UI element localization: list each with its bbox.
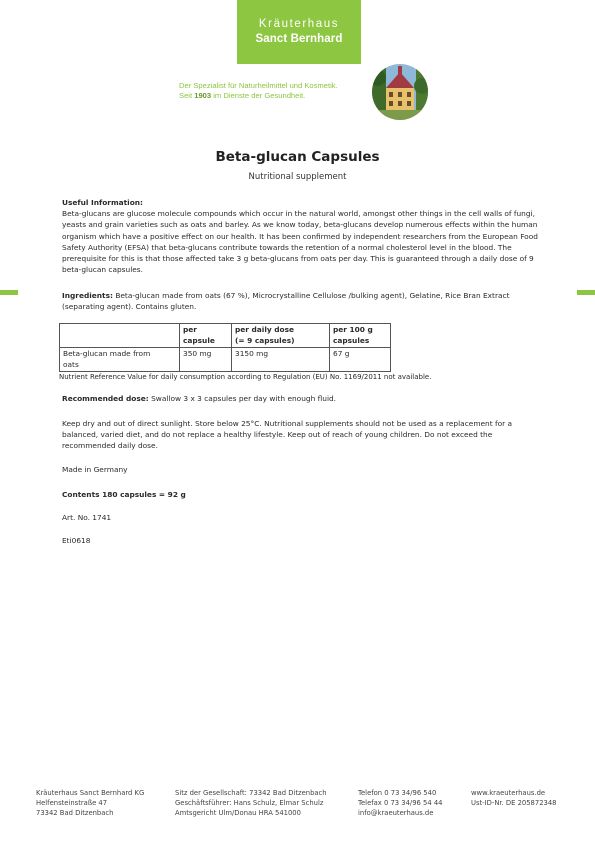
- footer-company: [36, 788, 144, 819]
- footer-registration: [175, 788, 327, 819]
- tagline-rest: im Dienste der Gesundheit.: [213, 91, 306, 100]
- footer-line: Amtsgericht Ulm/Donau HRA 541000: [175, 809, 301, 818]
- footer-line: Helfensteinstraße 47: [36, 799, 108, 808]
- header-per-daily-dose: per daily dose: [235, 325, 295, 334]
- nutrition-table: [59, 323, 391, 372]
- useful-information-section: [62, 197, 547, 275]
- storage-section: [62, 418, 547, 452]
- useful-line: yeasts and grain varieties such as oats and barley. As we know today, beta-glucans develop numerous effects within the human: [62, 220, 538, 230]
- brand-logo: [237, 0, 361, 64]
- header-nine-capsules: (= 9 capsules): [235, 335, 295, 345]
- dose-text: Swallow 3 x 3 capsules per day with enough fluid.: [151, 394, 337, 403]
- table-header-cell: [180, 324, 232, 348]
- label-code: Eti0618: [62, 536, 91, 545]
- dose-label: Recommended dose:: [62, 394, 149, 403]
- document-title: Beta-glucan Capsules: [215, 149, 380, 165]
- house-photo: [372, 64, 428, 120]
- table-header-row: [60, 324, 391, 348]
- brand-name-line1: Kräuterhaus: [258, 18, 340, 30]
- ingredients-text: Beta-glucan made from oats (67 %), Microcrystalline Cellulose /bulking agent), Gelatine, Rice Bran Extract: [115, 291, 510, 300]
- storage-line: balanced, varied diet, and do not replace a healthy lifestyle. Keep out of reach of young children. Do not exceed the: [62, 430, 493, 440]
- tagline-since: Seit: [179, 91, 193, 100]
- ingredients-line2: (separating agent). Contains gluten.: [62, 302, 197, 312]
- table-cell-per-capsule: 350 mg: [180, 348, 232, 372]
- useful-line: organism which have a positive effect on our health. It has been confirmed by independent researchers from the European Food: [62, 231, 538, 241]
- footer-fax: Telefax 0 73 34/96 54 44: [358, 799, 443, 808]
- footer-line: Geschäftsführer: Hans Schulz, Elmar Schulz: [175, 799, 324, 808]
- storage-line: Keep dry and out of direct sunlight. Store below 25°C. Nutritional supplements should not be used as a replacement for a: [62, 419, 513, 428]
- footer-contact: [358, 788, 443, 819]
- footer-web: [471, 788, 557, 808]
- useful-line: Safety Authority (EFSA) that beta-glucans contribute towards the retention of a normal cholesterol level in the blood. The: [62, 242, 512, 252]
- tagline-year: 1903: [194, 91, 212, 100]
- brand-name-line2: Sanct Bernhard: [255, 33, 343, 45]
- table-cell-per-daily-dose: 3150 mg: [232, 348, 330, 372]
- row-name-line1: Beta-glucan made from: [63, 349, 151, 358]
- footer-line: 73342 Bad Ditzenbach: [36, 809, 114, 818]
- ingredients-line1: [62, 290, 547, 301]
- useful-line: Beta-glucans are glucose molecule compounds which occur in the natural world, amongst other things in the cell walls of fungi,: [62, 209, 535, 219]
- contents: Contents 180 capsules = 92 g: [62, 490, 186, 499]
- footer-line: Kräuterhaus Sanct Bernhard KG: [36, 789, 145, 797]
- header-capsule: capsule: [183, 335, 215, 345]
- ingredients-section: [62, 290, 547, 312]
- footer-vat-id: Ust-ID-Nr. DE 205872348: [471, 799, 557, 808]
- table-header-cell: [330, 324, 391, 348]
- dose-section: [62, 393, 547, 404]
- table-cell-name: [60, 348, 180, 372]
- document-subtitle: Nutritional supplement: [248, 172, 347, 182]
- tagline-line2: [179, 91, 338, 101]
- footer-email: info@kraeuterhaus.de: [358, 809, 434, 818]
- fold-mark-right: [577, 290, 595, 295]
- useful-line: beta-glucan capsules.: [62, 265, 144, 275]
- tagline-line1: Der Spezialist für Naturheilmittel und Kosmetik.: [179, 81, 338, 90]
- useful-line: prerequisite for this is that those affected take 3 g beta-glucans from oats per day. This is guaranteed through a daily dose of 9: [62, 254, 534, 264]
- ingredients-label: Ingredients:: [62, 291, 113, 300]
- footer-phone: Telefon 0 73 34/96 540: [358, 789, 437, 797]
- fold-mark-left: [0, 290, 18, 295]
- footer-website: www.kraeuterhaus.de: [471, 789, 546, 797]
- row-name-line2: oats: [63, 359, 79, 369]
- table-row: [60, 348, 391, 372]
- footer-line: Sitz der Gesellschaft: 73342 Bad Ditzenbach: [175, 789, 327, 797]
- useful-information-heading: Useful Information:: [62, 198, 143, 207]
- made-in: Made in Germany: [62, 465, 128, 474]
- brand-tagline: [179, 81, 338, 101]
- table-header-cell: [232, 324, 330, 348]
- header-per-100g: per 100 g: [333, 325, 373, 334]
- table-note: Nutrient Reference Value for daily consumption according to Regulation (EU) No. 1169/2011 not available.: [59, 373, 432, 381]
- header-per: per: [183, 325, 197, 334]
- storage-line: recommended daily dose.: [62, 441, 158, 451]
- table-cell-per-100g: 67 g: [330, 348, 391, 372]
- article-number: Art. No. 1741: [62, 513, 112, 522]
- header-capsules: capsules: [333, 335, 370, 345]
- table-header-cell: [60, 324, 180, 348]
